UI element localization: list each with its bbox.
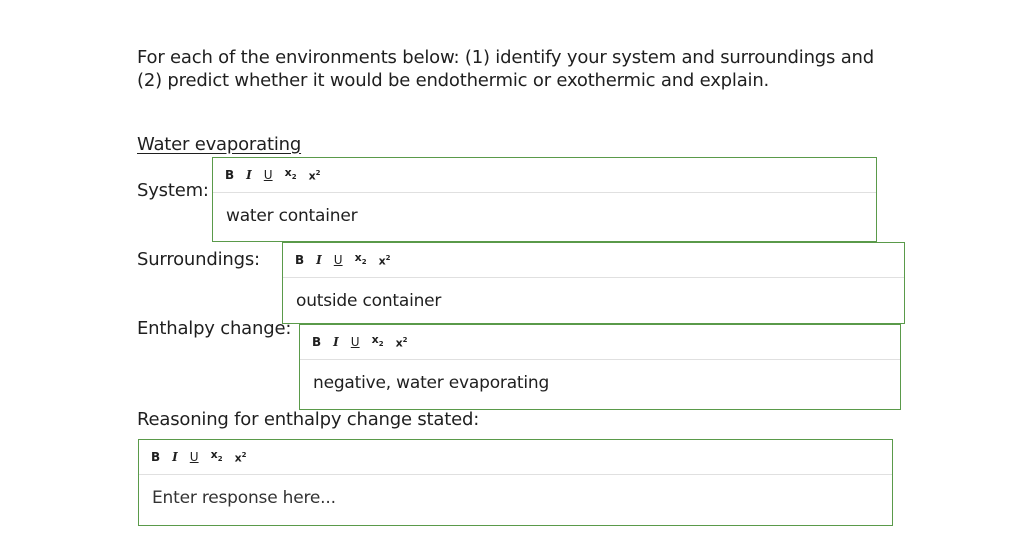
- system-input[interactable]: water container: [226, 205, 358, 226]
- superscript-button[interactable]: $x^2$: [234, 451, 247, 465]
- system-label: System:: [137, 180, 209, 201]
- question-prompt: For each of the environments below: (1) identify your system and surroundings and (2) predict whether it would be endothermic or exothermic and explain.: [137, 47, 874, 91]
- formatting-toolbar: [300, 325, 900, 360]
- enthalpy-editor[interactable]: [299, 324, 901, 410]
- subscript-button[interactable]: $x_2$: [210, 447, 223, 464]
- enthalpy-input[interactable]: negative, water evaporating: [313, 372, 550, 393]
- bold-button[interactable]: B: [312, 335, 322, 349]
- formatting-toolbar: [139, 440, 892, 475]
- reasoning-editor[interactable]: [138, 439, 893, 526]
- reasoning-input[interactable]: Enter response here...: [152, 487, 336, 508]
- subscript-button[interactable]: $x_2$: [354, 250, 367, 267]
- underline-button[interactable]: U: [189, 450, 199, 464]
- enthalpy-label: Enthalpy change:: [137, 318, 292, 339]
- italic-button[interactable]: I: [172, 450, 178, 464]
- bold-button[interactable]: B: [225, 168, 235, 182]
- italic-button[interactable]: I: [333, 335, 339, 349]
- formatting-toolbar: [213, 158, 876, 193]
- subscript-button[interactable]: $x_2$: [284, 165, 297, 182]
- bold-button[interactable]: B: [151, 450, 161, 464]
- underline-button[interactable]: U: [263, 168, 273, 182]
- surroundings-editor[interactable]: [282, 242, 905, 324]
- bold-button[interactable]: B: [295, 253, 305, 267]
- system-editor[interactable]: [212, 157, 877, 242]
- subscript-button[interactable]: $x_2$: [371, 332, 384, 349]
- superscript-button[interactable]: $x^2$: [378, 254, 391, 268]
- superscript-button[interactable]: $x^2$: [395, 336, 408, 350]
- surroundings-input[interactable]: outside container: [296, 290, 442, 311]
- reasoning-label: Reasoning for enthalpy change stated:: [137, 409, 480, 430]
- formatting-toolbar: [283, 243, 904, 278]
- italic-button[interactable]: I: [246, 168, 252, 182]
- superscript-button[interactable]: $x^2$: [308, 169, 321, 183]
- section-heading: Water evaporating: [137, 134, 302, 155]
- italic-button[interactable]: I: [316, 253, 322, 267]
- underline-button[interactable]: U: [333, 253, 343, 267]
- underline-button[interactable]: U: [350, 335, 360, 349]
- surroundings-label: Surroundings:: [137, 249, 260, 270]
